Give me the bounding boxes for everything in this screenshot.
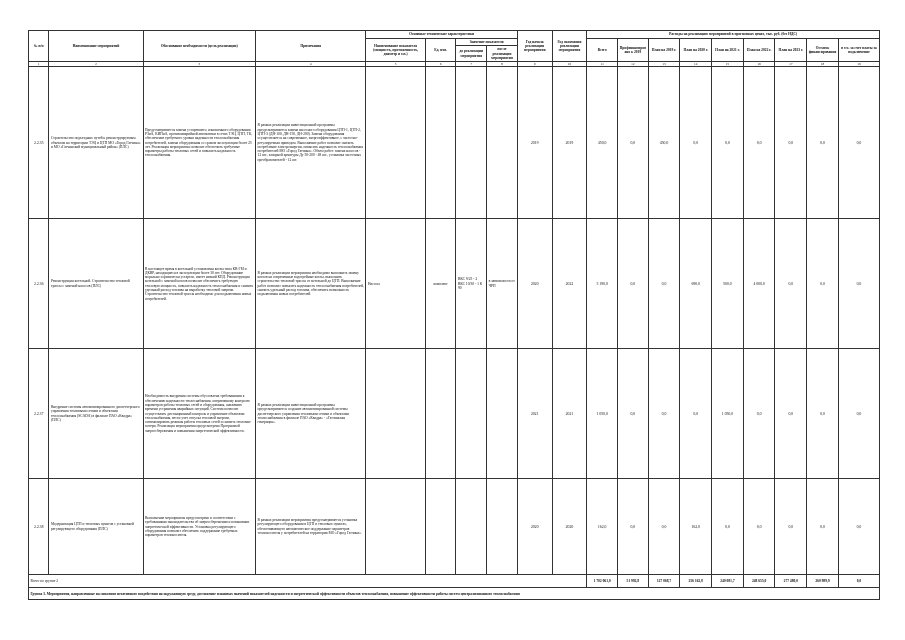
end-year: 2019 [552,67,587,219]
group-caption-row [29,588,880,600]
measure-notes: В рамках реализации инвестиционной программы предусматривается создание автоматизированной системы диспетчерского управления тепловыми сетями и объектами теплоснабжения в филиале ПАО «Квадра» - «Гатчинская генерация». [256,349,366,479]
measure-name: Строительство подъездных путей к реконструируемым объектам на территории ТЭЦ и ЦТП МО «Город Гатчина» и МО «Гатчинский муниципальный район» (ПЛС) [49,67,143,219]
measure-notes: В рамках реализации инвестиционной программы предусматривается замена насосного оборудования ЦТП-1, ЦТП-2, ЦТП-3 (ДН-100, ДН-150, ДН-200). Замена оборудования осуществляется на современное, энергоэффективное, с частотно-регулируемым приводом. Выполнение работ позволит снизить потребление электроэнергии, повысить надежность теплоснабжения потребителей МО «Город Гатчина». Объем работ: замена насосов - 12 шт., запорной арматуры Ду 50-200 - 48 шт., установка частотных преобразователей - 12 шт. [256,67,366,219]
group-caption: Группа 3. Мероприятия, направленные на снижение негативного воздействия на окружающую среду, достижение плановых значений показателей надежности и энергетической эффективности объектов теплоснабжения, повышение эффективности работы систем централизованного теплоснабжения [29,588,880,600]
tech-unit [425,479,456,575]
cost-2021: 0,0 [712,67,744,219]
col-plan2022-header: План на 2022 г. [743,39,775,62]
cost-rest: 0,0 [807,349,839,479]
tech-unit [425,67,456,219]
table-row [29,349,880,479]
measure-justification: Выполнение мероприятия предусмотрено в соответствии с требованиями законодательства об энергосбережении и повышении энергетической эффективности. Установка регулирующего оборудования позволит обеспечить поддержание требуемых параметров теплоносителя. [143,479,255,575]
tech-after [487,67,518,219]
total-cost-2022: 248 655,0 [743,575,775,588]
cost-rest: 0,0 [807,479,839,575]
cost-financed: 0,0 [618,349,649,479]
tech-after [487,479,518,575]
tech-unit [425,349,456,479]
cost-2020: 0,0 [680,67,712,219]
tech-name [366,479,425,575]
cost-borrowed: 0,0 [838,349,879,479]
column-number: 10 [552,62,587,67]
total-cost-2020: 256 162,8 [680,575,712,588]
measure-justification: Необходимость внедрения системы обусловлена требованиями к обеспечению надежности теплоснабжения, оперативному контролю параметров работы тепловых сетей и оборудования, снижению времени устранения аварийных ситуаций. Система позволит осуществлять дистанционный контроль и управление объектами теплоснабжения, вести учет отпуска тепловой энергии, оптимизировать режимы работы тепловых сетей и снизить тепловые потери. Реализация мероприятия предусмотрена Программой энергосбережения и повышения энергетической эффективности. [143,349,255,479]
cost-rest: 0,0 [807,219,839,349]
cost-rest: 0,0 [807,67,839,219]
measure-notes: В рамках реализации мероприятия необходимо выполнить замену котлов на современные водогрейные котлы, выполнить строительство тепловой трассы от котельной до ЦТП. Выполнение работ позволит повысить надежность теплоснабжения потребителей, снизить удельный расход топлива, обеспечить возможность подключения новых потребителей. [256,219,366,349]
cost-2023: 0,0 [775,219,807,349]
cost-financed: 0,0 [618,219,649,349]
measure-justification: В настоящее время в котельной установлены котлы типа КВ-ГМ и ДКВР, находящиеся в эксплуатации более 30 лет. Оборудование морально и физически устарело, имеет низкий КПД. Реконструкция котельной с заменой котлов позволит обеспечить требуемую тепловую мощность, повысить надежность теплоснабжения и снизить удельный расход топлива на выработку тепловой энергии. Строительство тепловой трассы необходимо для подключения новых потребителей. [143,219,255,349]
row-number: 2.2.37 [29,349,49,479]
col-notes-header: Примечания [256,31,366,62]
cost-2022: 0,0 [743,67,775,219]
col-costs-header: Расходы на реализацию мероприятий в прогнозных ценах, тыс. руб. (без НДС) [587,31,880,39]
cost-total: 5 190,0 [587,219,618,349]
column-number: 3 [143,62,255,67]
cost-2021: 1 050,0 [712,349,744,479]
cost-2022: 0,0 [743,349,775,479]
cost-2021: 500,0 [712,219,744,349]
column-number: 5 [366,62,425,67]
cost-2022: 4 000,0 [743,219,775,349]
col-justification-header: Обоснование необходимости (цель реализации) [143,31,255,62]
cost-2022: 0,0 [743,479,775,575]
group-total-label: Всего по группе 2 [29,575,587,588]
total-cost-total: 1 702 061,0 [587,575,618,588]
row-number: 2.2.35 [29,67,49,219]
col-no-header: № п/п [29,31,49,62]
column-number: 9 [517,62,552,67]
col-plan2019-header: План на 2019 г. [648,39,680,62]
column-number: 11 [587,62,618,67]
row-number: 2.2.36 [29,219,49,349]
table-row [29,67,880,219]
cost-2023: 0,0 [775,349,807,479]
column-number: 14 [680,62,712,67]
tech-before [456,479,487,575]
cost-2023: 0,0 [775,479,807,575]
header-row-1 [29,31,880,39]
column-number: 7 [456,62,487,67]
tech-name: Насосы [366,219,425,349]
row-number: 2.2.38 [29,479,49,575]
table-body [29,67,880,600]
col-tech-header: Основные технические характеристики [366,31,517,39]
measure-name: Реконструкция котельной. Строительство тепловой трассы с заменой насосов (ПЛС) [49,219,143,349]
cost-2023: 0,0 [775,67,807,219]
total-cost-2021: 240 081,7 [712,575,744,588]
start-year: 2019 [517,67,552,219]
cost-financed: 0,0 [618,479,649,575]
col-tech-name-header: Наименование показателя (мощность, протяженность, диаметр и т.п.) [366,39,425,62]
measure-name: Внедрение системы автоматизированного диспетчерского управления тепловыми сетями и объектами теплоснабжения (SCADA) в филиале ПАО «Квадра» (ПЛС) [49,349,143,479]
end-year: 2021 [552,349,587,479]
cost-2021: 0,0 [712,479,744,575]
cost-borrowed: 0,0 [838,219,879,349]
col-total-header: Всего [587,39,618,62]
column-number: 2 [49,62,143,67]
total-cost-2023: 277 480,0 [775,575,807,588]
col-end-header: Год окончания реализации мероприятия [552,31,587,62]
col-plan2023-header: План на 2023 г. [775,39,807,62]
table-row [29,219,880,349]
col-plan2021-header: План на 2021 г. [712,39,744,62]
total-cost-rest: 260 989,9 [807,575,839,588]
start-year: 2020 [517,219,552,349]
column-number: 16 [743,62,775,67]
tech-before [456,67,487,219]
cost-2019: 450,0 [648,67,680,219]
tech-after [487,349,518,479]
column-number: 1 [29,62,49,67]
cost-2020: 0,0 [680,349,712,479]
column-number: 6 [425,62,456,67]
tech-before [456,349,487,479]
col-tech-values-header: Значение показателя [456,39,517,46]
cost-borrowed: 0,0 [838,479,879,575]
cost-total: 162,0 [587,479,618,575]
col-name-header: Наименование мероприятий [49,31,143,62]
col-rest-header: Остаток финансирования [807,39,839,62]
cost-2020: 162,0 [680,479,712,575]
group-total-row [29,575,880,588]
cost-2019: 0,0 [648,219,680,349]
investment-program-table-page [28,30,880,600]
column-number: 17 [775,62,807,67]
col-start-header: Год начала реализации мероприятия [517,31,552,62]
cost-financed: 0,0 [618,67,649,219]
total-cost-2019: 127 068,7 [648,575,680,588]
end-year: 2022 [552,219,587,349]
measure-name: Модернизация ЦТП и тепловых пунктов с установкой регулирующего оборудования (ПЛС) [49,479,143,575]
total-cost-borrowed: 0,0 [838,575,879,588]
col-borrowed-header: в т.ч. за счет платы за подключение [838,39,879,62]
end-year: 2020 [552,479,587,575]
table-row [29,479,880,575]
column-number: 13 [648,62,680,67]
tech-before: ВКС 9/25 - 2 ВКС 10/30 - 1 К 90 [456,219,487,349]
tech-name [366,349,425,479]
col-plan2020-header: План на 2020 г. [680,39,712,62]
total-cost-financed: 51 992,8 [618,575,649,588]
measure-justification: Предусматривается замена устаревшего, изношенного оборудования РЗиА, КИПиА, противоаварийной автоматики в сетях ТЭЦ, ЦТП, ТК, обеспечение требуемого уровня надежности теплоснабжения потребителей, замена оборудования со сроком эксплуатации более 25 лет. Реализация мероприятия позволит обеспечить требуемые параметры работы тепловых сетей и повысить надежность теплоснабжения. [143,67,255,219]
cost-2020: 690,0 [680,219,712,349]
tech-unit: комплект [425,219,456,349]
column-number: 8 [487,62,518,67]
start-year: 2020 [517,479,552,575]
col-financed-header: Профинансировано к 2019 [618,39,649,62]
column-number: 12 [618,62,649,67]
col-tech-after-header: после реализации мероприятия [487,46,518,62]
cost-total: 450,0 [587,67,618,219]
col-tech-before-header: до реализации мероприятия [456,46,487,62]
investment-program-table [28,30,880,600]
tech-name [366,67,425,219]
cost-borrowed: 0,0 [838,67,879,219]
cost-2019: 0,0 [648,349,680,479]
measure-notes: В рамках реализации мероприятия предусматривается установка регулирующего оборудования в ЦТП и тепловых пунктах, обеспечивающего автоматическое поддержание параметров теплоносителя у потребителей на территории МО «Город Гатчина». [256,479,366,575]
col-tech-unit-header: Ед. изм. [425,39,456,62]
column-number: 18 [807,62,839,67]
cost-total: 1 050,0 [587,349,618,479]
start-year: 2021 [517,349,552,479]
column-number: 19 [838,62,879,67]
tech-after: в зависимости от ЧРП [487,219,518,349]
column-number: 4 [256,62,366,67]
column-number: 15 [712,62,744,67]
cost-2019: 0,0 [648,479,680,575]
